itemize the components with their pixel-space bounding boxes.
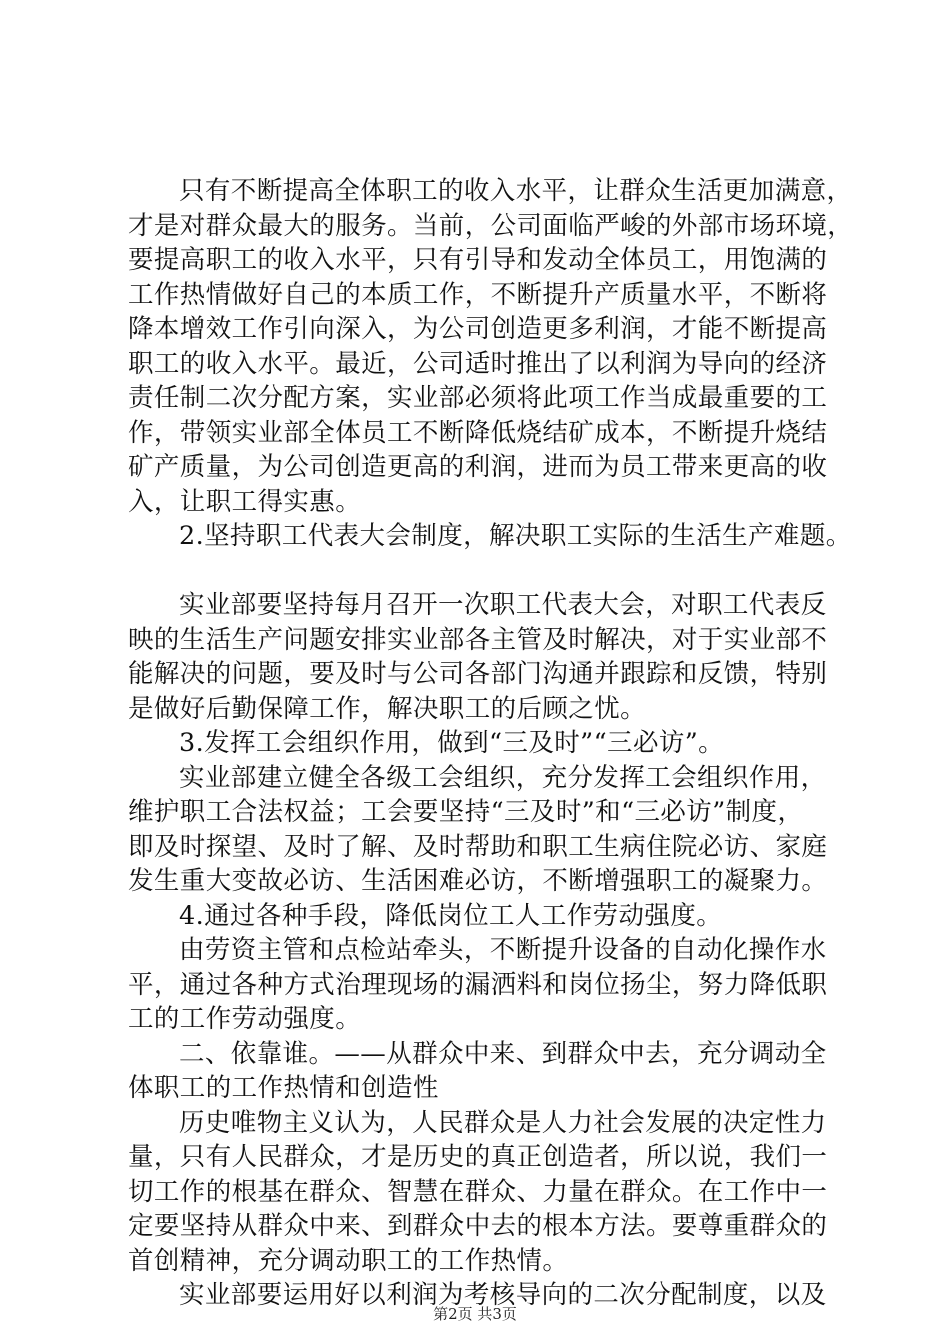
paragraph-line: 由劳资主管和点检站牵头，不断提升设备的自动化操作水 xyxy=(179,935,827,965)
section-heading: 3.发挥工会组织作用，做到“三及时”“三必访”。 xyxy=(179,728,725,758)
paragraph-line: 实业部要运用好以利润为考核导向的二次分配制度，以及 xyxy=(179,1280,827,1310)
paragraph-line: 职工的收入水平。最近，公司适时推出了以利润为导向的经济 xyxy=(128,348,828,379)
paragraph-line: 量，只有人民群众，才是历史的真正创造者，所以说，我们一 xyxy=(128,1142,828,1172)
document-body xyxy=(128,174,854,1313)
paragraph-line: 映的生活生产问题安排实业部各主管及时解决，对于实业部不 xyxy=(128,624,828,655)
paragraph-line: 矿产质量，为公司创造更高的利润，进而为员工带来更高的收 xyxy=(128,452,828,482)
paragraph-line: 能解决的问题，要及时与公司各部门沟通并跟踪和反馈，特别 xyxy=(128,659,828,689)
chapter-heading: 体职工的工作热情和创造性 xyxy=(128,1073,439,1103)
paragraph-line: 首创精神，充分调动职工的工作热情。 xyxy=(128,1245,569,1276)
paragraph-line: 即及时探望、及时了解、及时帮助和职工生病住院必访、家庭 xyxy=(128,831,828,862)
blank-line xyxy=(128,554,838,589)
paragraph-line: 责任制二次分配方案，实业部必须将此项工作当成最重要的工 xyxy=(128,383,828,413)
paragraph-line: 工的工作劳动强度。 xyxy=(128,1004,362,1034)
paragraph-line: 定要坚持从群众中来、到群众中去的根本方法。要尊重群众的 xyxy=(128,1211,828,1241)
paragraph-line: 是做好后勤保障工作，解决职工的后顾之忧。 xyxy=(128,693,647,724)
paragraph-line: 只有不断提高全体职工的收入水平，让群众生活更加满意， xyxy=(179,176,853,206)
section-heading: 2.坚持职工代表大会制度，解决职工实际的生活生产难题。 xyxy=(179,521,852,551)
section-heading: 4.通过各种手段，降低岗位工人工作劳动强度。 xyxy=(179,900,723,931)
page-number: 第2页 共3页 xyxy=(433,1305,517,1323)
paragraph-line: 实业部建立健全各级工会组织，充分发挥工会组织作用， xyxy=(179,762,827,793)
paragraph-line: 降本增效工作引向深入，为公司创造更多利润，才能不断提高 xyxy=(128,314,828,344)
paragraph-line: 历史唯物主义认为，人民群众是人力社会发展的决定性力 xyxy=(179,1107,827,1138)
paragraph-line: 发生重大变故必访、生活困难必访，不断增强职工的凝聚力。 xyxy=(128,866,828,896)
paragraph-line: 切工作的根基在群众、智慧在群众、力量在群众。在工作中一 xyxy=(128,1176,828,1207)
paragraph-line: 工作热情做好自己的本质工作，不断提升产质量水平，不断将 xyxy=(128,279,828,310)
paragraph-line: 要提高职工的收入水平，只有引导和发动全体员工，用饱满的 xyxy=(128,245,828,275)
paragraph-line: 才是对群众最大的服务。当前，公司面临严峻的外部市场环境， xyxy=(128,210,854,241)
paragraph-line: 维护职工合法权益；工会要坚持“三及时”和“三必访”制度， xyxy=(128,797,804,827)
chapter-heading: 二、依靠谁。——从群众中来、到群众中去，充分调动全 xyxy=(179,1038,827,1069)
paragraph-line: 平，通过各种方式治理现场的漏洒料和岗位扬尘，努力降低职 xyxy=(128,969,828,1000)
paragraph-line: 入，让职工得实惠。 xyxy=(128,486,362,517)
paragraph-line: 作，带领实业部全体员工不断降低烧结矿成本，不断提升烧结 xyxy=(128,417,828,448)
paragraph-line: 实业部要坚持每月召开一次职工代表大会，对职工代表反 xyxy=(179,590,827,620)
